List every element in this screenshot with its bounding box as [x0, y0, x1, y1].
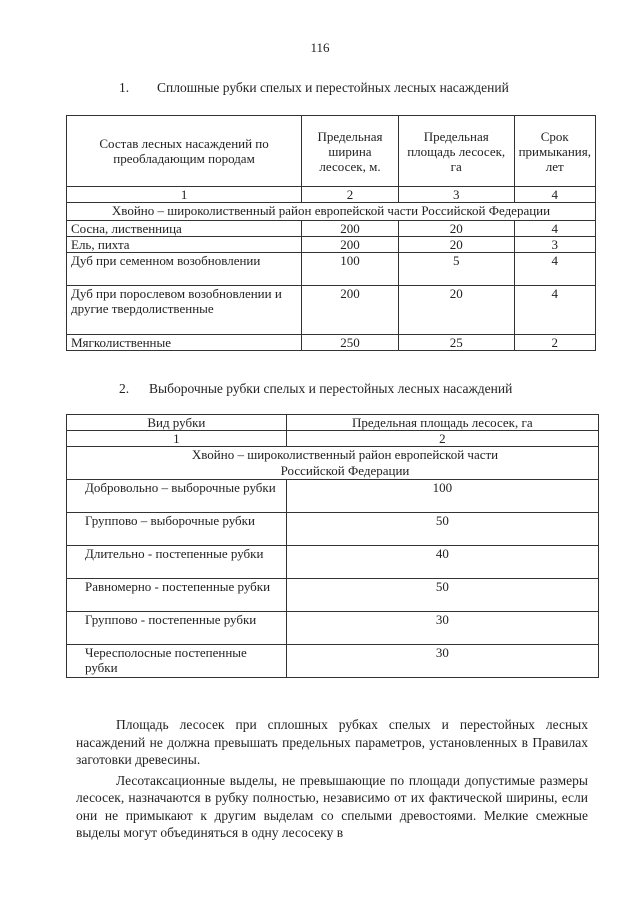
- table-row-area: 50: [286, 579, 598, 612]
- clear-cut-table: [66, 115, 596, 351]
- column-number: 2: [286, 431, 598, 447]
- table-row-width: 200: [302, 237, 399, 253]
- table-row-term: 4: [514, 253, 595, 286]
- region-row: Хвойно – широколиственный район европейской части Российской Федерации: [67, 447, 599, 480]
- table-row-name: Ель, пихта: [67, 237, 302, 253]
- page-number: 116: [310, 40, 330, 55]
- table-row-area: 50: [286, 513, 598, 546]
- table-row-name: Длительно - постепенные рубки: [67, 546, 287, 579]
- table-row-name: Сосна, лиственница: [67, 221, 302, 237]
- table-row-name: Группово – выборочные рубки: [67, 513, 287, 546]
- column-number: 1: [67, 187, 302, 203]
- section1-number: 1.: [119, 80, 130, 95]
- table-row-width: 250: [302, 335, 399, 351]
- table-row-width: 100: [302, 253, 399, 286]
- column-number: 4: [514, 187, 595, 203]
- section2-number: 2.: [119, 381, 130, 396]
- paragraph: Лесотаксационные выделы, не превышающие по площади допустимые размеры лесосек, назначаются в рубку полностью, независимо от их фактической ширины, если они не примыкают к другим выделам со спелыми древостоями. Мелкие смежные выделы могут объединяться в одну лесосеку в: [76, 772, 588, 840]
- column-number: 2: [302, 187, 399, 203]
- column-number: 3: [398, 187, 514, 203]
- table-row-term: 4: [514, 286, 595, 335]
- table-row-area: 100: [286, 480, 598, 513]
- table-row-name: Группово - постепенные рубки: [67, 612, 287, 645]
- section1-title: Сплошные рубки спелых и перестойных лесных насаждений: [157, 80, 509, 95]
- table-row-term: 2: [514, 335, 595, 351]
- table-row-area: 20: [398, 286, 514, 335]
- table-row-area: 20: [398, 221, 514, 237]
- selective-cut-table: [66, 414, 599, 678]
- table-row-name: Чересполосные постепенные рубки: [67, 645, 287, 678]
- table-row-area: 40: [286, 546, 598, 579]
- table-row-width: 200: [302, 221, 399, 237]
- table-row-area: 25: [398, 335, 514, 351]
- header-area: Предельная площадь лесосек, га: [398, 116, 514, 187]
- paragraph: Площадь лесосек при сплошных рубках спелых и перестойных лесных насаждений не должна превышать предельных параметров, установленных в Правилах заготовки древесины.: [76, 717, 588, 767]
- table-row-name: Равномерно - постепенные рубки: [67, 579, 287, 612]
- header-area: Предельная площадь лесосек, га: [286, 415, 598, 431]
- body-text: [76, 716, 588, 842]
- section1-heading: [119, 80, 589, 98]
- section2-heading: [119, 381, 589, 399]
- table-row-area: 30: [286, 612, 598, 645]
- table-row-name: Мягколиственные: [67, 335, 302, 351]
- table-row-area: 20: [398, 237, 514, 253]
- header-type: Вид рубки: [67, 415, 287, 431]
- header-width: Предельная ширина лесосек, м.: [302, 116, 399, 187]
- region-row: Хвойно – широколиственный район европейской части Российской Федерации: [67, 203, 596, 221]
- table-row-area: 30: [286, 645, 598, 678]
- section2-title: Выборочные рубки спелых и перестойных лесных насаждений: [149, 381, 513, 396]
- header-term: Срок примыкания, лет: [514, 116, 595, 187]
- table-row-term: 4: [514, 221, 595, 237]
- header-composition: Состав лесных насаждений по преобладающим породам: [67, 116, 302, 187]
- table-row-name: Дуб при порослевом возобновлении и другие твердолиственные: [67, 286, 302, 335]
- table-row-term: 3: [514, 237, 595, 253]
- column-number: 1: [67, 431, 287, 447]
- table-row-area: 5: [398, 253, 514, 286]
- table-row-name: Дуб при семенном возобновлении: [67, 253, 302, 286]
- table-row-width: 200: [302, 286, 399, 335]
- table-row-name: Добровольно – выборочные рубки: [67, 480, 287, 513]
